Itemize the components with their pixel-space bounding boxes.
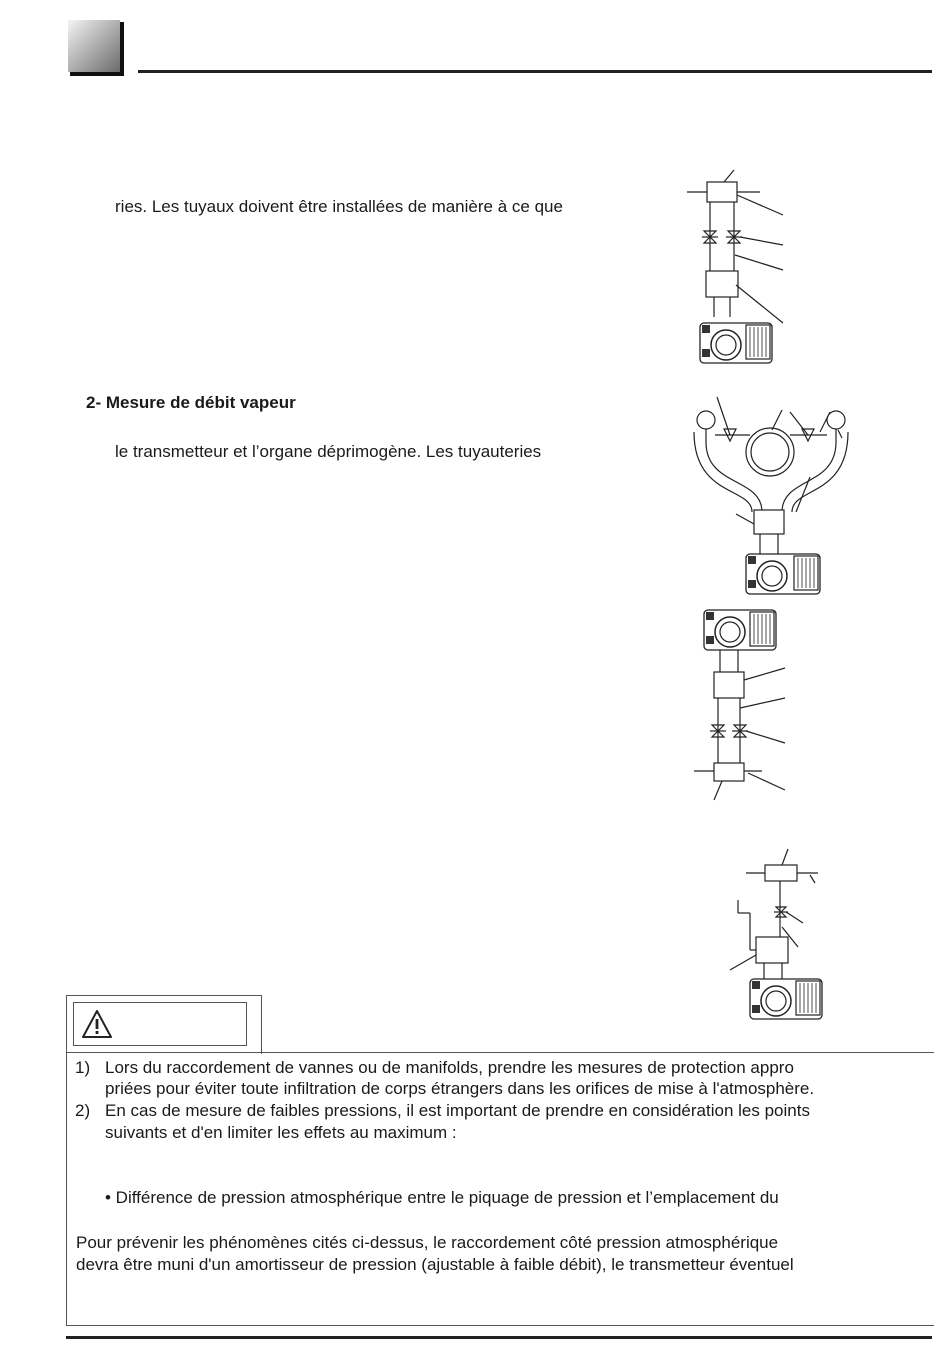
warning-item-number: 2) [75,1101,91,1120]
warning-item-number: 1) [75,1058,91,1077]
warning-item-text: Lors du raccordement de vannes ou de manifolds, prendre les mesures de protection appro [105,1058,794,1077]
transmitter-icon [704,610,776,650]
warning-item-text: En cas de mesure de faibles pressions, il est important de prendre en considération les points [105,1101,810,1120]
chapter-tab [68,20,124,76]
warning-item-text: suivants et d'en limiter les effets au maximum : [105,1123,457,1142]
warning-closing-text: devra être muni d'un amortisseur de pression (ajustable à faible débit), le transmetteur éventuel [76,1255,794,1274]
figure-gas-flow-diagram [690,608,800,808]
section1-paragraph: ries. Les tuyaux doivent être installées de manière à ce que [115,197,563,216]
section2-heading: 2- Mesure de débit vapeur [86,393,296,412]
section2-paragraph: le transmetteur et l’organe déprimogène. Les tuyauteries [115,442,542,461]
warning-triangle-icon [81,1009,113,1039]
figure-steam-flow-diagram [690,392,850,607]
warning-item-text: priées pour éviter toute infiltration de corps étrangers dans les orifices de mise à l'atmosphère. [105,1079,815,1098]
transmitter-icon [750,979,822,1019]
warning-label-box [73,1002,247,1046]
footer-rule [66,1336,932,1339]
figure-pressure-measurement-diagram [720,845,830,1025]
transmitter-icon [746,554,820,594]
transmitter-icon [700,323,772,363]
warning-bullet: • Différence de pression atmosphérique entre le piquage de pression et l’emplacement du [105,1188,779,1207]
figure-liquid-flow-diagram [680,165,790,375]
header-rule [138,70,932,73]
warning-closing-text: Pour prévenir les phénomènes cités ci-dessus, le raccordement côté pression atmosphérique [76,1233,779,1252]
